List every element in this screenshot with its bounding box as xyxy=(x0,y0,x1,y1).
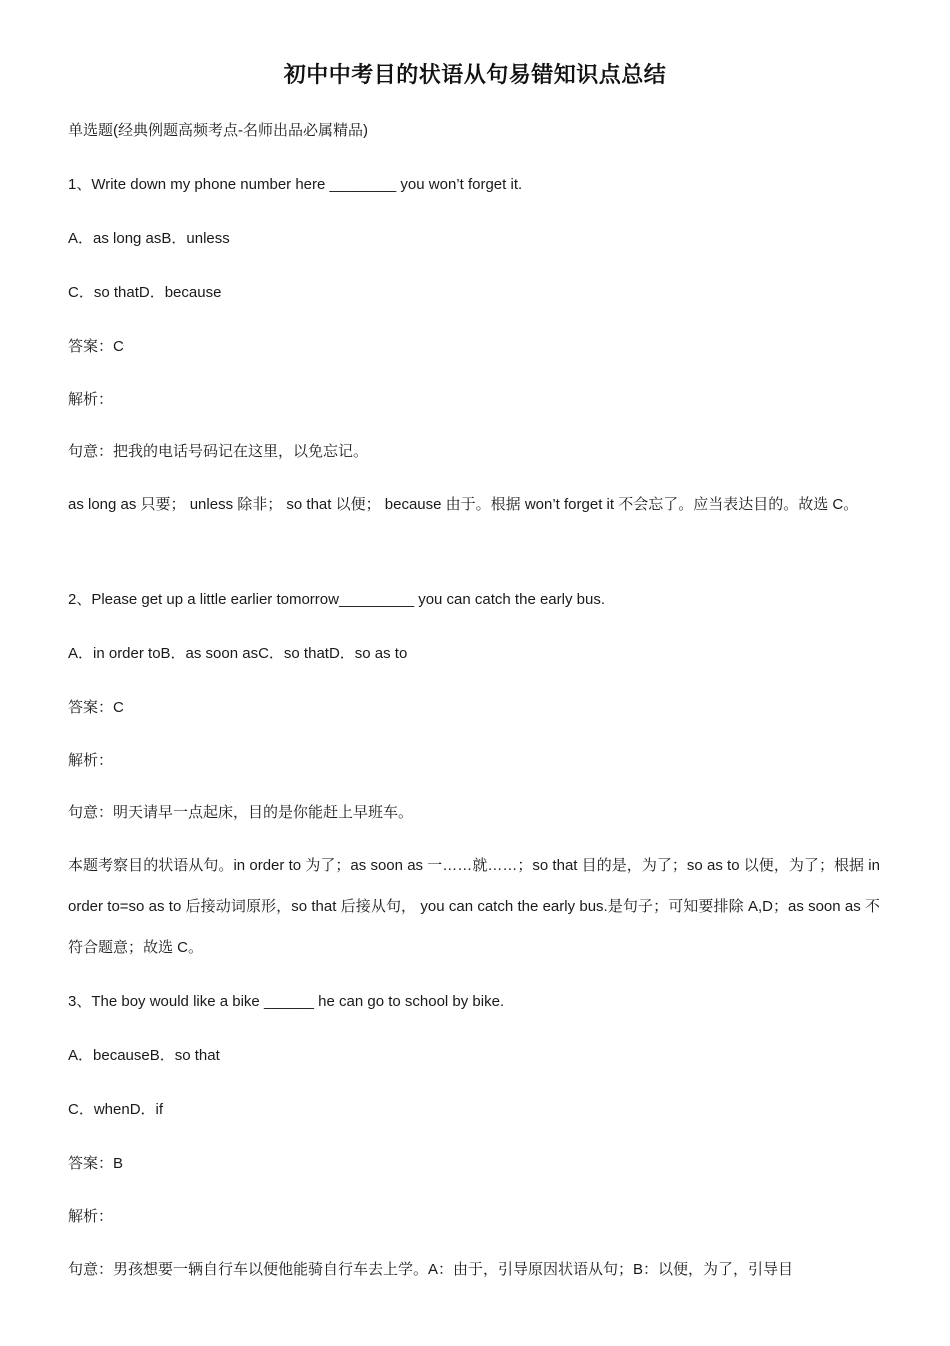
question-3-options-ab: A．becauseB．so that xyxy=(68,1047,220,1064)
question-1-answer: 答案：C xyxy=(68,338,124,355)
question-3-meaning: 句意：男孩想要一辆自行车以便他能骑自行车去上学。A：由于，引导原因状语从句；B：以便，为了，引导目 xyxy=(68,1261,794,1278)
question-2-meaning: 句意：明天请早一点起床，目的是你能赶上早班车。 xyxy=(68,804,414,821)
question-2-explanation: 本题考察目的状语从句。in order to 为了；as soon as 一……就……；so that 目的是，为了；so as to 以便，为了；根据 in order to=so as to 后接动词原形，so that 后接从句， you can catch the early bus.是句子；可知要排除 A,D；as soon as 不符合题意；故选 C。 xyxy=(68,857,880,956)
section-heading: 单选题(经典例题高频考点-名师出品必属精品) xyxy=(68,122,368,139)
question-1-analysis-label: 解析： xyxy=(68,391,114,408)
question-3-options-cd: C．whenD．if xyxy=(68,1101,164,1118)
question-2-answer: 答案：C xyxy=(68,699,124,716)
question-1-stem: 1、Write down my phone number here ________ you won’t forget it. xyxy=(68,176,523,193)
question-3-answer: 答案：B xyxy=(68,1155,124,1172)
question-1-options-cd: C．so thatD．because xyxy=(68,284,222,301)
question-2-options: A．in order toB．as soon asC．so thatD．so as to xyxy=(68,645,408,662)
question-2-analysis-label: 解析： xyxy=(68,752,114,769)
page-title: 初中中考目的状语从句易错知识点总结 xyxy=(283,62,667,87)
question-1-explanation: as long as 只要； unless 除非； so that 以便； because 由于。根据 won’t forget it 不会忘了。应当表达目的。故选 C。 xyxy=(68,496,859,513)
question-3-stem: 3、The boy would like a bike ______ he can go to school by bike. xyxy=(68,993,505,1010)
question-1-meaning: 句意：把我的电话号码记在这里，以免忘记。 xyxy=(68,443,369,460)
question-2-stem: 2、Please get up a little earlier tomorrow_________ you can catch the early bus. xyxy=(68,591,605,608)
question-3-analysis-label: 解析： xyxy=(68,1208,114,1225)
question-1-options-ab: A．as long asB．unless xyxy=(68,230,230,247)
